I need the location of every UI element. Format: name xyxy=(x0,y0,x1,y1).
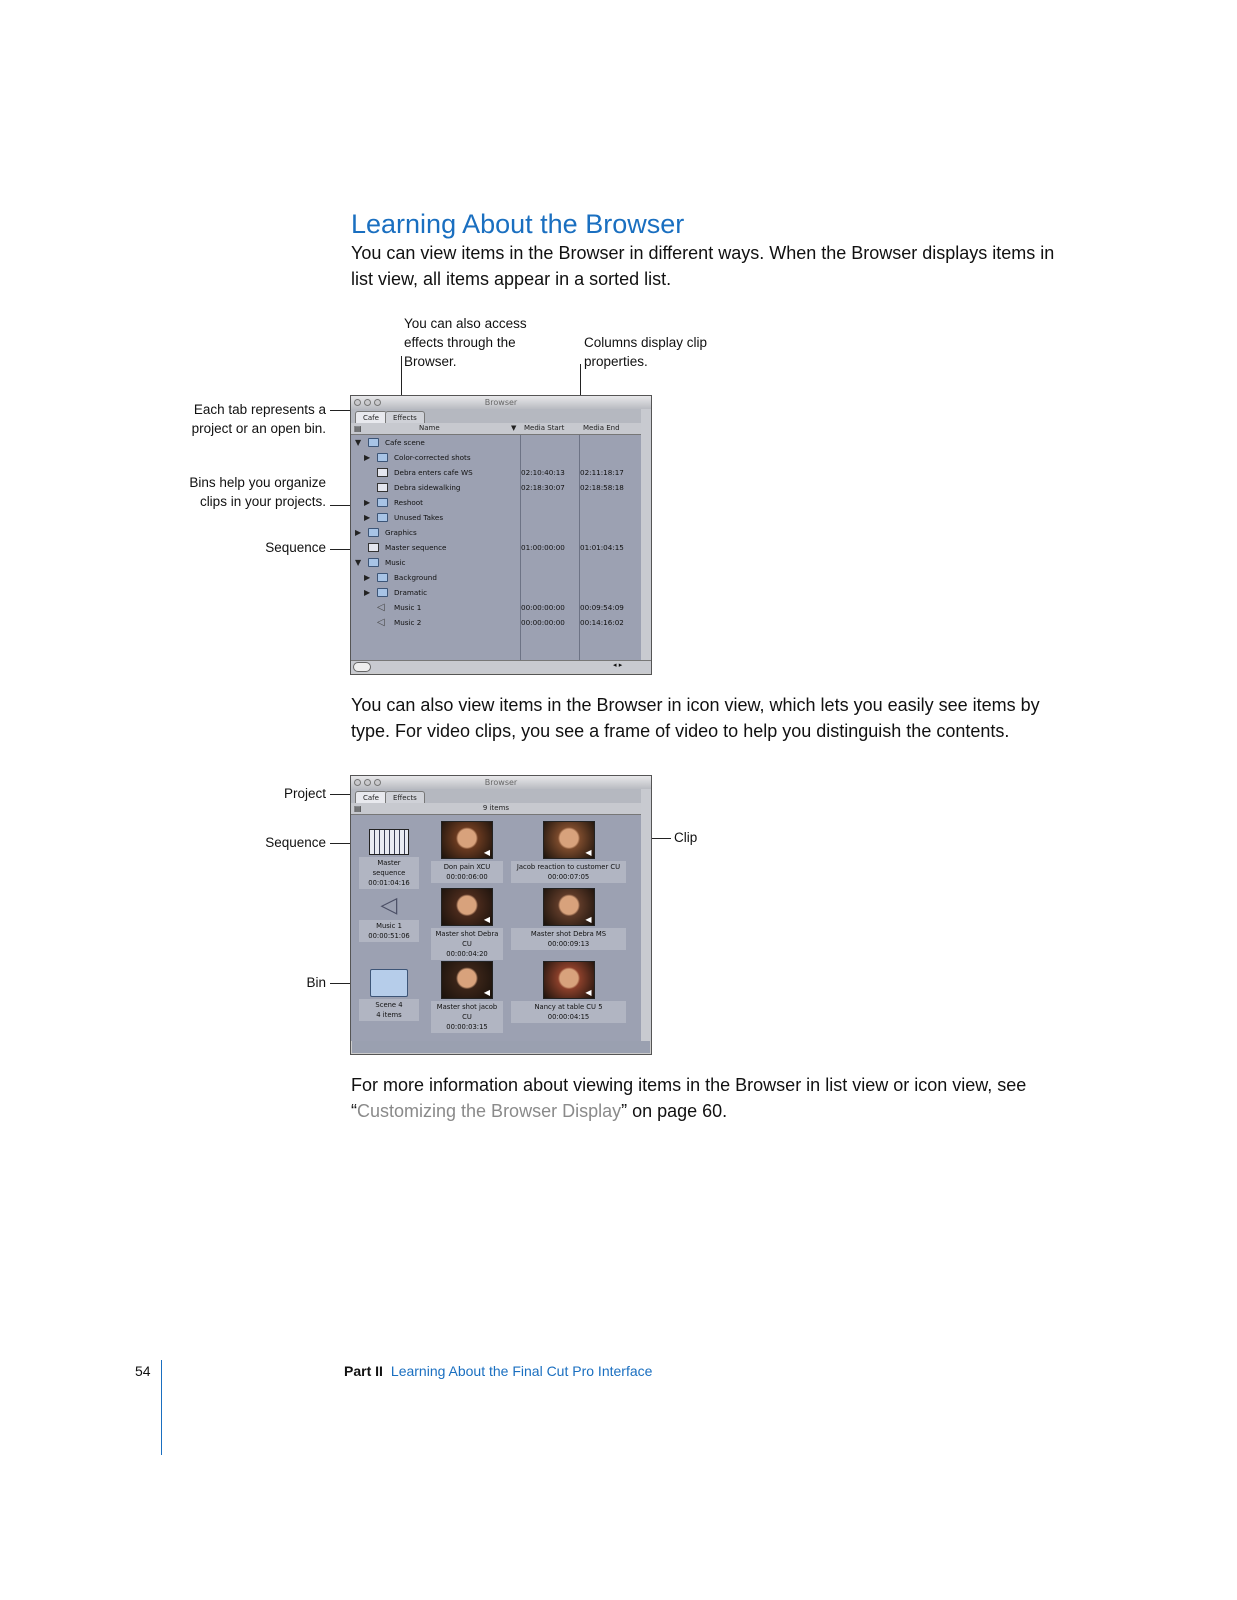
callout-columns: Columns display clip properties. xyxy=(584,335,708,369)
section-heading: Learning About the Browser xyxy=(351,209,685,239)
icon-label xyxy=(431,1001,503,1033)
minimize-icon[interactable] xyxy=(364,779,371,786)
list-item[interactable] xyxy=(351,435,641,450)
speaker-icon: ◀ xyxy=(483,915,490,924)
icon-label xyxy=(511,861,626,883)
callout-clip: Clip xyxy=(674,830,698,845)
closing-paragraph: For more information about viewing items in the Browser in list view or icon view, see “Customizing the Browser Display” on page 60. xyxy=(351,1075,1027,1121)
item-name: Music 1 xyxy=(394,603,422,612)
item-count: 9 items xyxy=(482,804,510,812)
folder-icon xyxy=(368,558,379,567)
zoom-icon[interactable] xyxy=(374,399,381,406)
window-title: Browser xyxy=(484,398,518,407)
items-count-bar xyxy=(351,803,651,815)
icon-item[interactable] xyxy=(511,961,626,1023)
icon-label xyxy=(359,920,419,942)
disclosure-closed-icon[interactable]: ▶ xyxy=(364,498,371,507)
list-item[interactable] xyxy=(351,540,641,555)
scroll-thumb[interactable] xyxy=(353,662,371,672)
window-title: Browser xyxy=(484,778,518,787)
icon-item-name: Master shot Debra CU xyxy=(435,930,499,948)
close-icon[interactable] xyxy=(354,779,361,786)
item-name: Music xyxy=(385,558,406,567)
icon-item[interactable] xyxy=(359,821,419,889)
item-name: Unused Takes xyxy=(394,513,444,522)
intro-paragraph: You can view items in the Browser in different ways. When the Browser displays items in list view, all items appear in a sorted list. xyxy=(351,243,1055,289)
callout-effects: You can also access effects through the Browser. xyxy=(404,316,527,369)
icon-item-duration: 00:00:51:06 xyxy=(368,932,410,940)
icon-item-duration: 00:00:06:00 xyxy=(446,873,488,881)
item-name: Master sequence xyxy=(385,543,447,552)
tab-bar xyxy=(351,409,651,423)
column-media-end[interactable]: Media End xyxy=(583,424,620,432)
media-start-value: 00:00:00:00 xyxy=(521,603,565,612)
clip-icon xyxy=(377,483,388,492)
folder-icon xyxy=(377,453,388,462)
icon-item[interactable] xyxy=(511,888,626,950)
zoom-icon[interactable] xyxy=(374,779,381,786)
tab-cafe[interactable]: Cafe xyxy=(355,411,387,424)
video-thumbnail xyxy=(441,821,493,859)
callout-icon-sequence: Sequence xyxy=(265,835,326,850)
speaker-icon: ◀ xyxy=(483,848,490,857)
folder-icon xyxy=(368,438,379,447)
disclosure-closed-icon[interactable]: ▶ xyxy=(364,588,371,597)
icon-item[interactable] xyxy=(359,888,419,942)
list-item[interactable] xyxy=(351,480,641,495)
video-thumbnail xyxy=(543,888,595,926)
tab-effects[interactable]: Effects xyxy=(385,791,425,804)
icon-grid xyxy=(351,815,651,1041)
item-name: Color-corrected shots xyxy=(394,453,471,462)
list-rows xyxy=(351,435,651,661)
media-start-value: 01:00:00:00 xyxy=(521,543,565,552)
folder-icon xyxy=(377,573,388,582)
vertical-scrollbar[interactable] xyxy=(641,789,651,1041)
column-name[interactable]: Name xyxy=(419,424,440,432)
icon-label xyxy=(511,928,626,950)
sort-chevron-down-icon[interactable]: ▼ xyxy=(511,424,517,432)
close-icon[interactable] xyxy=(354,399,361,406)
icon-item-duration: 00:01:04:16 xyxy=(368,879,410,887)
folder-icon xyxy=(377,513,388,522)
audio-icon: ◁ xyxy=(380,893,398,918)
icon-item-name: Nancy at table CU 5 xyxy=(534,1003,603,1011)
icon-item[interactable] xyxy=(431,888,503,960)
clapper-icon: ▤ xyxy=(354,804,362,813)
item-name: Background xyxy=(394,573,437,582)
folder-icon xyxy=(368,528,379,537)
icon-item-name: Scene 4 xyxy=(375,1001,403,1009)
clapper-icon: ▤ xyxy=(354,424,362,433)
browser-list-window xyxy=(350,395,652,675)
media-start-value: 00:00:00:00 xyxy=(521,618,565,627)
item-name: Reshoot xyxy=(394,498,424,507)
callout-bins: Bins help you organize clips in your projects. xyxy=(189,475,326,509)
item-name: Cafe scene xyxy=(385,438,425,447)
video-thumbnail xyxy=(441,888,493,926)
icon-label xyxy=(359,857,419,889)
list-item[interactable] xyxy=(351,510,641,525)
callout-project: Project xyxy=(283,786,326,801)
cross-reference-link[interactable]: Customizing the Browser Display xyxy=(357,1101,622,1121)
media-end-value: 02:11:18:17 xyxy=(580,468,624,477)
list-item[interactable] xyxy=(351,570,641,585)
disclosure-closed-icon[interactable]: ▶ xyxy=(364,453,371,462)
disclosure-closed-icon[interactable]: ▶ xyxy=(364,513,371,522)
footer-part: Part II Learning About the Final Cut Pro Interface xyxy=(344,1363,653,1379)
list-item[interactable] xyxy=(351,585,641,600)
sequence-icon xyxy=(369,829,409,855)
media-end-value: 00:09:54:09 xyxy=(580,603,624,612)
minimize-icon[interactable] xyxy=(364,399,371,406)
video-thumbnail xyxy=(543,821,595,859)
horizontal-scrollbar[interactable] xyxy=(351,660,651,673)
page-number: 54 xyxy=(135,1363,151,1379)
icon-label xyxy=(359,999,419,1021)
tab-cafe[interactable]: Cafe xyxy=(355,791,387,804)
icon-label xyxy=(511,1001,626,1023)
callout-bin: Bin xyxy=(306,975,326,990)
list-item[interactable] xyxy=(351,600,641,615)
media-end-value: 01:01:04:15 xyxy=(580,543,624,552)
media-end-value: 02:18:58:18 xyxy=(580,483,624,492)
sequence-icon xyxy=(368,543,379,552)
audio-icon: ◁ xyxy=(377,602,385,613)
browser-icon-window xyxy=(350,775,652,1055)
item-name: Debra enters cafe WS xyxy=(394,468,473,477)
tab-effects[interactable]: Effects xyxy=(385,411,425,424)
icon-item[interactable] xyxy=(431,961,503,1033)
media-start-value: 02:10:40:13 xyxy=(521,468,565,477)
middle-paragraph: You can also view items in the Browser in icon view, which lets you easily see items by type. For video clips, you see a frame of video to help you distinguish the contents. xyxy=(351,695,1040,741)
speaker-icon: ◀ xyxy=(585,988,592,997)
video-thumbnail xyxy=(543,961,595,999)
icon-item-name: Master shot Debra MS xyxy=(530,930,607,938)
callout-tab: Each tab represents a project or an open bin. xyxy=(191,402,326,436)
callout-sequence: Sequence xyxy=(265,540,326,555)
icon-item-name: Music 1 xyxy=(376,922,402,930)
footer-title: Learning About the Final Cut Pro Interface xyxy=(390,1363,653,1379)
icon-item-name: Master shot jacob CU xyxy=(436,1003,498,1021)
icon-item-duration: 00:00:04:20 xyxy=(446,950,488,958)
icon-item-name: Jacob reaction to customer CU xyxy=(516,863,621,871)
bin-folder-icon xyxy=(370,969,408,997)
icon-item[interactable] xyxy=(431,821,503,883)
icon-item-duration: 00:00:04:15 xyxy=(547,1013,590,1021)
list-item[interactable] xyxy=(351,495,641,510)
icon-item-name: Don pain XCU xyxy=(443,863,491,871)
footer-divider xyxy=(161,1360,162,1455)
item-name: Debra sidewalking xyxy=(394,483,461,492)
clip-icon xyxy=(377,468,388,477)
disclosure-open-icon[interactable]: ▼ xyxy=(355,438,362,447)
icon-item[interactable] xyxy=(359,961,419,1021)
icon-item-duration: 00:00:03:15 xyxy=(446,1023,488,1031)
folder-icon xyxy=(377,588,388,597)
list-item[interactable] xyxy=(351,465,641,480)
scroll-left-arrow-icon[interactable]: ◂ ▸ xyxy=(613,661,623,669)
list-item[interactable] xyxy=(351,525,641,540)
speaker-icon: ◀ xyxy=(585,915,592,924)
video-thumbnail xyxy=(441,961,493,999)
media-start-value: 02:18:30:07 xyxy=(521,483,565,492)
disclosure-closed-icon[interactable]: ▶ xyxy=(355,528,362,537)
list-item[interactable] xyxy=(351,450,641,465)
item-name: Dramatic xyxy=(394,588,428,597)
list-item[interactable] xyxy=(351,555,641,570)
column-header xyxy=(351,423,651,435)
audio-icon: ◁ xyxy=(377,617,385,628)
speaker-icon: ◀ xyxy=(585,848,592,857)
icon-item-name: Master sequence xyxy=(372,859,406,877)
speaker-icon: ◀ xyxy=(483,988,490,997)
icon-label xyxy=(431,928,503,960)
vertical-scrollbar[interactable] xyxy=(641,409,651,661)
disclosure-open-icon[interactable]: ▼ xyxy=(355,558,362,567)
folder-icon xyxy=(377,498,388,507)
tab-bar-icon xyxy=(351,789,651,803)
column-media-start[interactable]: Media Start xyxy=(524,424,565,432)
title-bar xyxy=(351,396,651,409)
icon-item-duration: 4 items xyxy=(376,1011,402,1019)
icon-item-duration: 00:00:09:13 xyxy=(547,940,590,948)
icon-item[interactable] xyxy=(511,821,626,883)
item-name: Graphics xyxy=(385,528,417,537)
icon-label xyxy=(431,861,503,883)
list-item[interactable] xyxy=(351,615,641,630)
item-name: Music 2 xyxy=(394,618,422,627)
disclosure-closed-icon[interactable]: ▶ xyxy=(364,573,371,582)
title-bar-icon xyxy=(351,776,651,789)
icon-item-duration: 00:00:07:05 xyxy=(547,873,590,881)
media-end-value: 00:14:16:02 xyxy=(580,618,624,627)
